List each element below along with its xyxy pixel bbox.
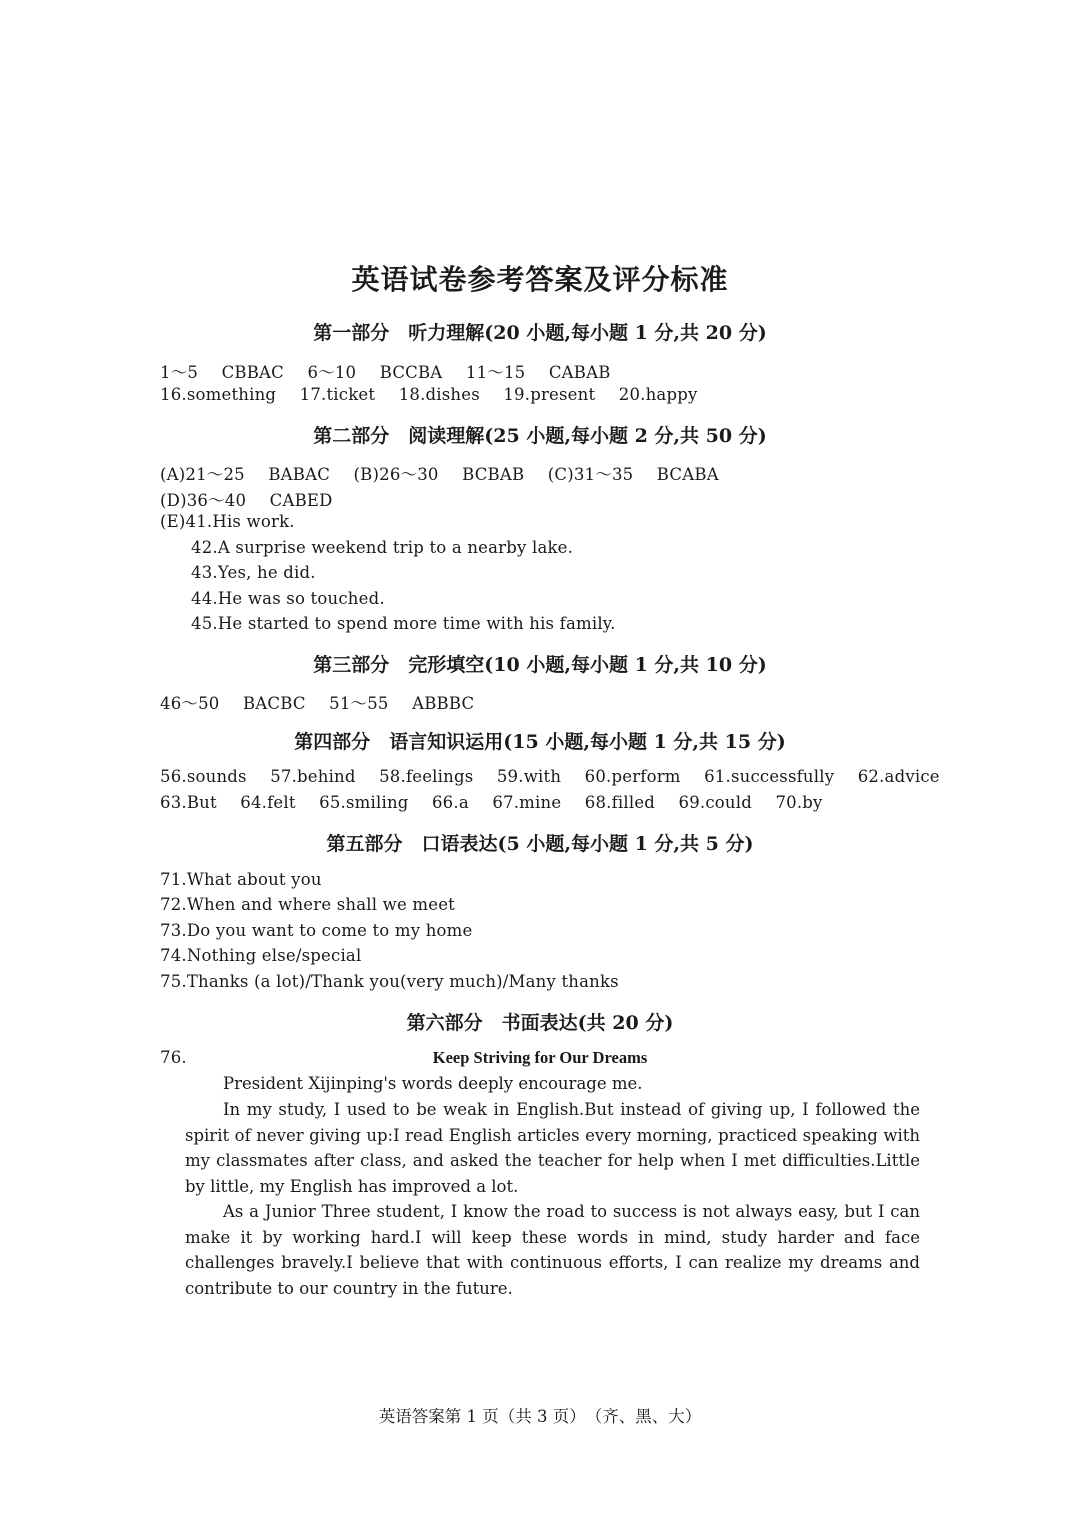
answer-letters: ABBBC xyxy=(412,694,475,713)
part4-answers-row2 xyxy=(160,793,823,812)
answer-letters: BCBAB xyxy=(462,465,525,484)
answer-word: 58.feelings xyxy=(379,767,474,786)
answer-word: 20.happy xyxy=(618,385,698,404)
answer-word: 60.perform xyxy=(584,767,681,786)
answer-letters: BACBC xyxy=(242,694,306,713)
answer-word: 17.ticket xyxy=(299,385,376,404)
answer-letters: CABAB xyxy=(548,363,611,382)
answer-range: 51～55 xyxy=(329,694,389,713)
part4-heading: 第四部分 语言知识运用(15 小题,每小题 1 分,共 15 分) xyxy=(294,731,786,753)
part2-e-item: (E)41.His work. xyxy=(160,512,295,531)
page-title: 英语试卷参考答案及评分标准 xyxy=(351,263,729,296)
part1-answers-row1 xyxy=(160,359,611,383)
answer-word: 62.advice xyxy=(857,767,940,786)
answer-range: 6～10 xyxy=(307,363,357,382)
question-number: 76. xyxy=(160,1048,187,1067)
answer-letters: CABED xyxy=(269,491,333,510)
part4-answers-row1 xyxy=(160,767,940,786)
answer-word: 67.mine xyxy=(492,793,562,812)
part5-item: 75.Thanks (a lot)/Thank you(very much)/Many thanks xyxy=(160,972,619,991)
answer-word: 56.sounds xyxy=(160,767,247,786)
answer-range: (B)26～30 xyxy=(353,465,439,484)
answer-word: 63.But xyxy=(160,793,217,812)
page-footer: 英语答案第 1 页（共 3 页） （齐、黑、大） xyxy=(378,1407,702,1426)
answer-range: (A)21～25 xyxy=(160,465,245,484)
answer-letters: BCABA xyxy=(656,465,719,484)
part3-heading: 第三部分 完形填空(10 小题,每小题 1 分,共 10 分) xyxy=(313,654,767,676)
part2-e-item: 42.A surprise weekend trip to a nearby lake. xyxy=(191,538,574,557)
answer-word: 19.present xyxy=(503,385,596,404)
answer-word: 61.successfully xyxy=(704,767,835,786)
answer-word: 59.with xyxy=(496,767,562,786)
part5-item: 71.What about you xyxy=(160,870,322,889)
essay-paragraph: President Xijinping's words deeply encourage me. xyxy=(223,1074,643,1093)
essay-title: Keep Striving for Our Dreams xyxy=(432,1048,648,1067)
part2-answers-row2 xyxy=(160,487,333,511)
answer-letters: BCCBA xyxy=(379,363,443,382)
answer-word: 18.dishes xyxy=(398,385,480,404)
essay-paragraph: In my study, I used to be weak in English.But instead of giving up, I followed the spirit of never giving up:I read English articles every morning, practiced speaking with my classmates after class, and asked the teacher for help when I met difficulties.Little by little, my English has improved a lot. xyxy=(185,1100,920,1196)
part5-item: 74.Nothing else/special xyxy=(160,946,362,965)
answer-word: 70.by xyxy=(775,793,823,812)
answer-word: 16.something xyxy=(160,385,277,404)
answer-range: (D)36～40 xyxy=(160,491,247,510)
answer-word: 69.could xyxy=(678,793,752,812)
part6-heading: 第六部分 书面表达(共 20 分) xyxy=(406,1012,674,1034)
part2-e-item: 45.He started to spend more time with his family. xyxy=(191,614,616,633)
essay-paragraph: As a Junior Three student, I know the road to success is not always easy, but I can make it by working hard.I will keep these words in mind, study harder and face challenges bravely.I believe that with continuous efforts, I can realize my dreams and contribute to our country in the future. xyxy=(185,1202,920,1298)
part2-answers-row1 xyxy=(160,461,719,485)
answer-word: 57.behind xyxy=(270,767,356,786)
part2-e-item: 43.Yes, he did. xyxy=(191,563,316,582)
answer-range: (C)31～35 xyxy=(547,465,634,484)
answer-word: 68.filled xyxy=(584,793,656,812)
part1-answers-row2 xyxy=(160,385,698,404)
part2-e-item: 44.He was so touched. xyxy=(191,589,385,608)
part5-item: 73.Do you want to come to my home xyxy=(160,921,473,940)
part5-item: 72.When and where shall we meet xyxy=(160,895,456,914)
answer-word: 66.a xyxy=(431,793,469,812)
part1-heading: 第一部分 听力理解(20 小题,每小题 1 分,共 20 分) xyxy=(313,322,767,344)
answer-range: 46～50 xyxy=(160,694,220,713)
answer-letters: BABAC xyxy=(268,465,331,484)
answer-range: 1～5 xyxy=(160,363,199,382)
answer-range: 11～15 xyxy=(465,363,526,382)
part5-heading: 第五部分 口语表达(5 小题,每小题 1 分,共 5 分) xyxy=(326,833,754,855)
answer-word: 65.smiling xyxy=(319,793,409,812)
answer-word: 64.felt xyxy=(240,793,296,812)
part3-answers-row1 xyxy=(160,690,474,714)
answer-letters: CBBAC xyxy=(221,363,284,382)
part2-heading: 第二部分 阅读理解(25 小题,每小题 2 分,共 50 分) xyxy=(313,425,767,447)
